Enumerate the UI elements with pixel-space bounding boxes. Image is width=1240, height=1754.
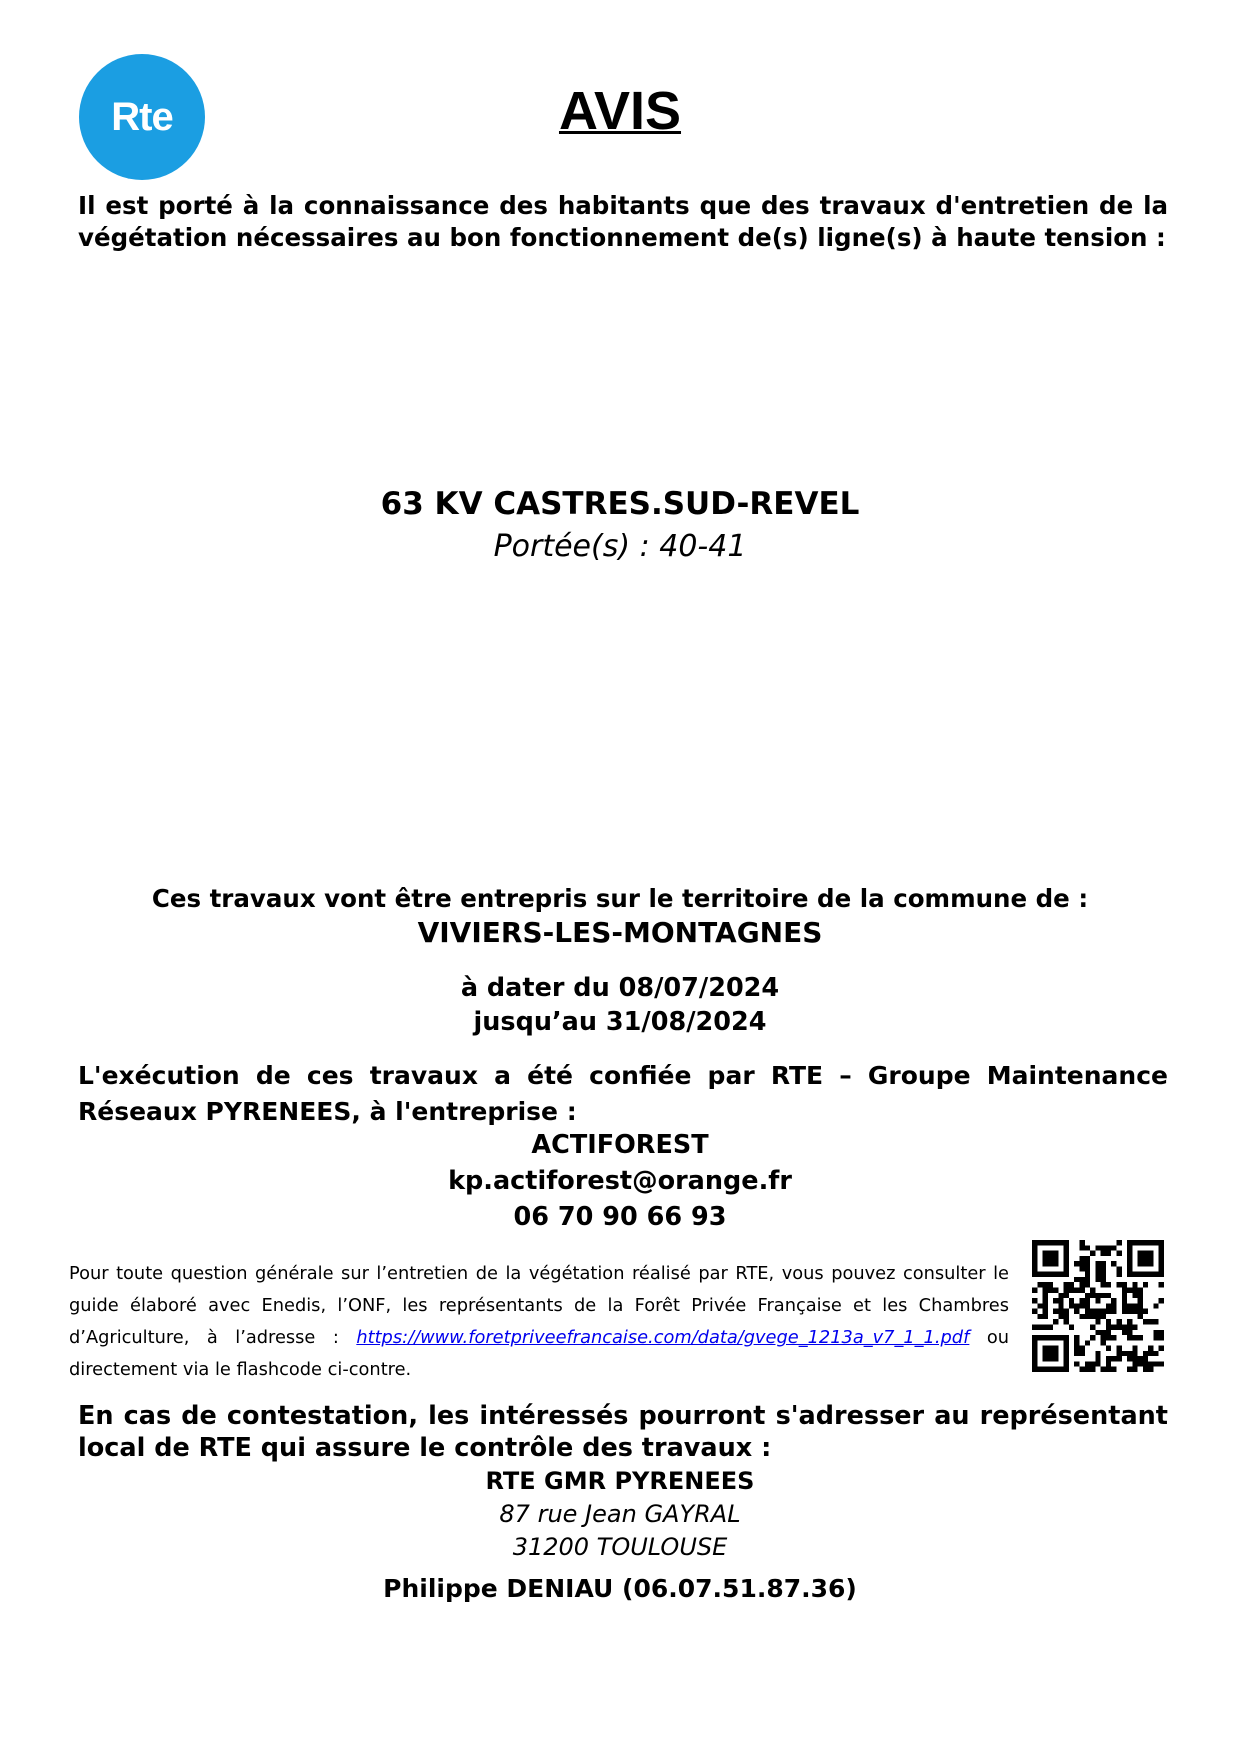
representative-contact: Philippe DENIAU (06.07.51.87.36)	[383, 1574, 857, 1603]
guide-link[interactable]: https://www.foretpriveefrancaise.com/data/gvege_1213a_v7_1_1.pdf	[356, 1327, 970, 1348]
end-date: jusqu’au 31/08/2024	[473, 1007, 767, 1037]
power-line-name: 63 KV CASTRES.SUD-REVEL	[380, 486, 860, 522]
works-location-intro: Ces travaux vont être entrepris sur le territoire de la commune de :	[151, 884, 1089, 913]
commune-name: VIVIERS-LES-MONTAGNES	[417, 916, 823, 949]
rte-logo-text: Rte	[111, 94, 173, 139]
contractor-email: kp.actiforest@orange.fr	[448, 1166, 792, 1196]
execution-paragraph: L'exécution de ces travaux a été confiée par RTE – Groupe Maintenance Réseaux PYRENEES, à l'entreprise :	[78, 1061, 1168, 1126]
contractor-phone: 06 70 90 66 93	[513, 1202, 727, 1232]
representative-street: 87 rue Jean GAYRAL	[499, 1500, 741, 1528]
intro-paragraph: Il est porté à la connaissance des habitants que des travaux d'entretien de la végétation nécessaires au bon fonctionnement de(s) ligne(s) à haute tension :	[78, 191, 1168, 252]
contestation-paragraph: En cas de contestation, les intéressés pourront s'adresser au représentant local de RTE qui assure le contrôle des travaux :	[78, 1401, 1168, 1463]
representative-city: 31200 TOULOUSE	[512, 1533, 728, 1561]
start-date: à dater du 08/07/2024	[460, 973, 780, 1003]
page-title: AVIS	[558, 81, 682, 141]
qr-code-icon	[1032, 1240, 1164, 1372]
guide-info-text-end: ou directement via le flashcode ci-contre.	[69, 1327, 1009, 1380]
guide-info-paragraph	[69, 1258, 1009, 1386]
power-line-spans: Portée(s) : 40-41	[493, 529, 747, 564]
guide-info-text: Pour toute question générale sur l’entretien de la végétation réalisé par RTE, vous pouvez consulter le guide élaboré avec Enedis, l’ONF, les représentants de la Forêt Privée Française et les Chambres d’Agriculture, à l’adresse :	[69, 1263, 1009, 1348]
contractor-name: ACTIFOREST	[531, 1130, 709, 1160]
representative-name: RTE GMR PYRENEES	[485, 1467, 755, 1495]
